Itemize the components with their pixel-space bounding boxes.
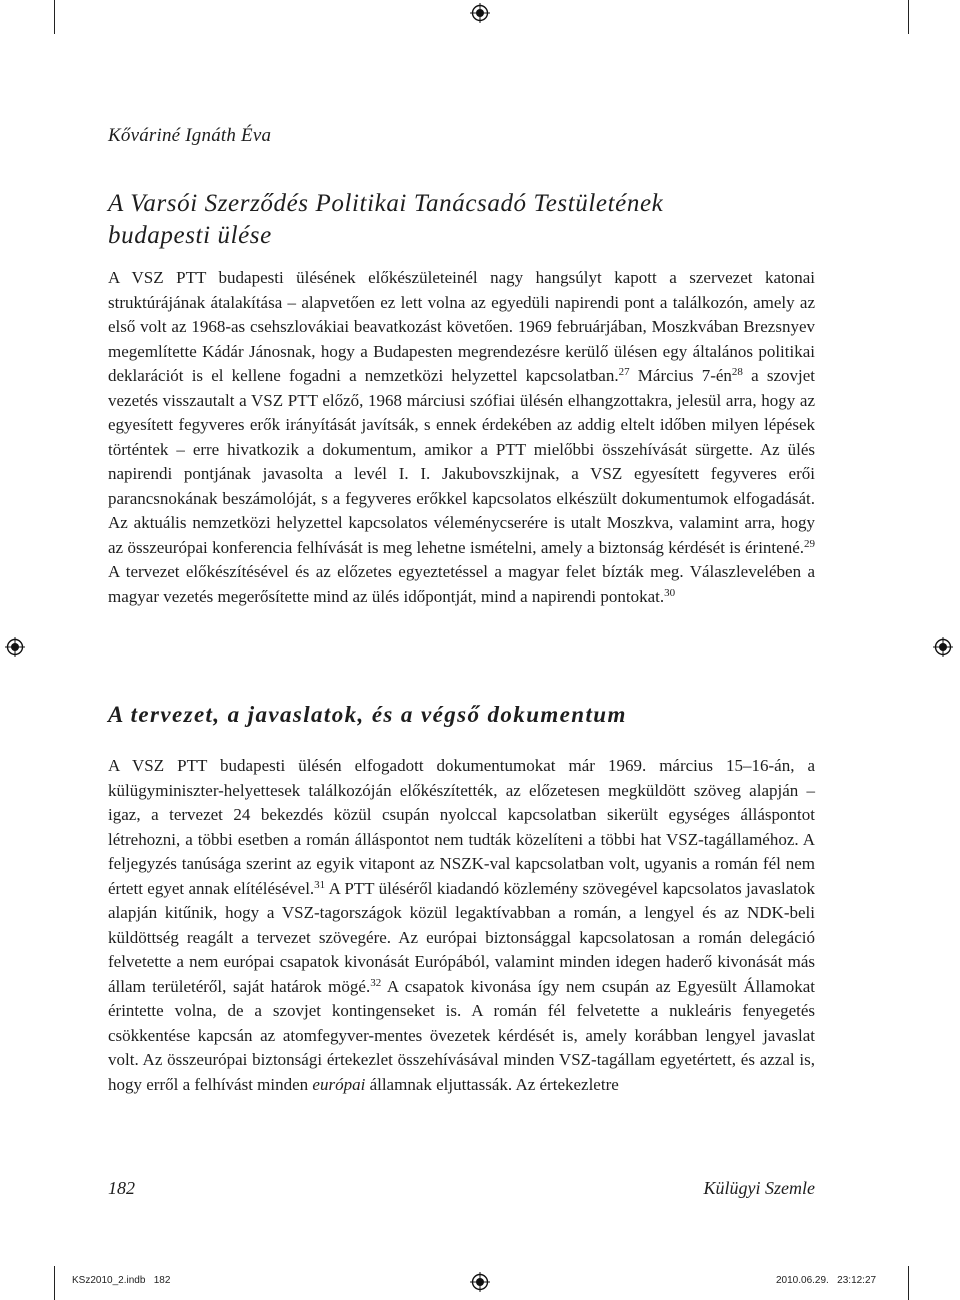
page-number: 182 bbox=[108, 1178, 135, 1198]
footnote-ref-28: 28 bbox=[731, 366, 743, 378]
crop-mark-bottom-left bbox=[54, 1266, 55, 1300]
registration-mark-top bbox=[470, 3, 490, 23]
section-heading: A tervezet, a javaslatok, és a végső dokumentum bbox=[108, 702, 627, 727]
crop-mark-top-right bbox=[908, 0, 909, 34]
footnote-ref-30: 30 bbox=[664, 586, 676, 599]
paragraph-text: A VSZ PTT budapesti ülésén elfogadott dokumentumokat már 1969. március 15–16-án, a külügyminiszter-helyettesek találkozóján előkészítették, az előzetesen megküldött szöveg alapján – igaz, a tervezet 24 bekezdés közül csupán nyolccal kapcsolatban sikerült egységes álláspontot létrehozni, a többi esetben a román álláspontot nem tudták közelíteni a többi hat VSZ-tagállaméhoz. A feljegyzés tanúsága szerint az egyik vitapont az NSZK-val kapcsolatban volt, ugyanis a román fél nem értett egyet annak elítélésével. bbox=[108, 756, 815, 898]
footnote-ref-31: 31 bbox=[314, 878, 326, 891]
article-title-line-2: budapesti ülése bbox=[108, 222, 272, 249]
emphasis-text: európai bbox=[312, 1074, 366, 1094]
paragraph-text: A tervezet előkészítésével és az előzetes egyeztetéssel a magyar felet bízták meg. Válaszlevelében a magyar vezetés megerősítette mind az ülés időpontját, mind a napirendi pontokat. bbox=[108, 562, 815, 606]
paragraph-text: Március 7-én bbox=[629, 366, 732, 385]
journal-name: Külügyi Szemle bbox=[703, 1178, 815, 1198]
registration-mark-right bbox=[933, 637, 953, 657]
paragraph-text: államnak eljuttassák. Az értekezletre bbox=[365, 1074, 619, 1094]
footnote-ref-32: 32 bbox=[370, 976, 382, 989]
print-slug-date: 2010.06.29. 23:12:27 bbox=[776, 1275, 877, 1286]
article-title-line-1: A Varsói Szerződés Politikai Tanácsadó Testületének bbox=[108, 190, 664, 217]
body-paragraph-2 bbox=[108, 754, 815, 1097]
registration-mark-bottom bbox=[470, 1272, 490, 1292]
paragraph-text: a szovjet vezetés visszautalt a VSZ PTT előző, 1968 márciusi szófiai ülésén elhangzottakra, jelesül arra, hogy az egyesített fegyveres erők irányítását javítsák, s ennek érdekében az addig eltelt időben milyen lépések történtek – erre hivatkozik a dokumentum, amikor a PTT mielőbbi összehívását sürgette. Az ülés napirendi pontjának javasolta a levél I. I. Jakubovszkijnak, a VSZ egyesített fegyveres erői parancsnokának beszámolóját, s a fegyveres erőkkel kapcsolatos elkészült dokumentumok elfogadását. Az aktuális nemzetközi helyzettel kapcsolatos véleménycserére is utalt Moszkva, valamint arra, hogy az összeurópai konferencia felhívását is meg lehetne ismételni, amely a biztonság kérdését is érintené. bbox=[108, 366, 815, 557]
paragraph-text: A PTT üléséről kiadandó közlemény szövegével kapcsolatos javaslatok alapján kitűnik, hogy a VSZ-tagországok közül legaktívabban a román, a lengyel és az NDK-beli küldöttség reagált a tervezet szövegére. Az európai biztonsággal kapcsolatosan a román delegáció felvetette a nem európai csapatok kivonását Európából, valamint minden idegen haderő kivonását más állam területéről, saját határok mögé. bbox=[108, 878, 815, 996]
footnote-ref-27: 27 bbox=[618, 366, 630, 378]
paragraph-text: A VSZ PTT budapesti ülésének előkészületeinél nagy hangsúlyt kapott a szervezet katonai struktúrájának átalakítása – alapvetően ez lett volna az egyedüli napirendi pont a találkozón, amely az első volt az 1968-as csehszlovákiai beavatkozást követően. 1969 februárjában, Moszkvában Brezsnyev megemlítette Kádár Jánosnak, hogy a Budapesten megrendezésre kerülő ülésen egy általános politikai deklarációt is el kellene fogadni a nemzetközi helyzettel kapcsolatban. bbox=[108, 268, 815, 385]
crop-mark-top-left bbox=[54, 0, 55, 34]
article-title bbox=[108, 188, 808, 252]
body-paragraph-1 bbox=[108, 266, 815, 609]
author-name: Kőváriné Ignáth Éva bbox=[108, 125, 272, 146]
registration-mark-left bbox=[5, 637, 25, 657]
paragraph-text: A csapatok kivonása így nem csupán az Egyesült Államokat érintette volna, de a szovjet kontingenseket is. A román fél felvetette a nukleáris fenyegetés csökkentése kapcsán az atomfegyver-mentes övezetek kérdését is, amely korábban lengyel javaslat volt. Az összeurópai biztonsági értekezlet összehívásával minden VSZ-tagállam egyetértett, és azzal is, hogy erről a felhívást minden bbox=[108, 976, 815, 1094]
footnote-ref-29: 29 bbox=[804, 537, 815, 550]
crop-mark-bottom-right bbox=[908, 1266, 909, 1300]
print-slug-file: KSz2010_2.indb 182 bbox=[72, 1275, 171, 1286]
